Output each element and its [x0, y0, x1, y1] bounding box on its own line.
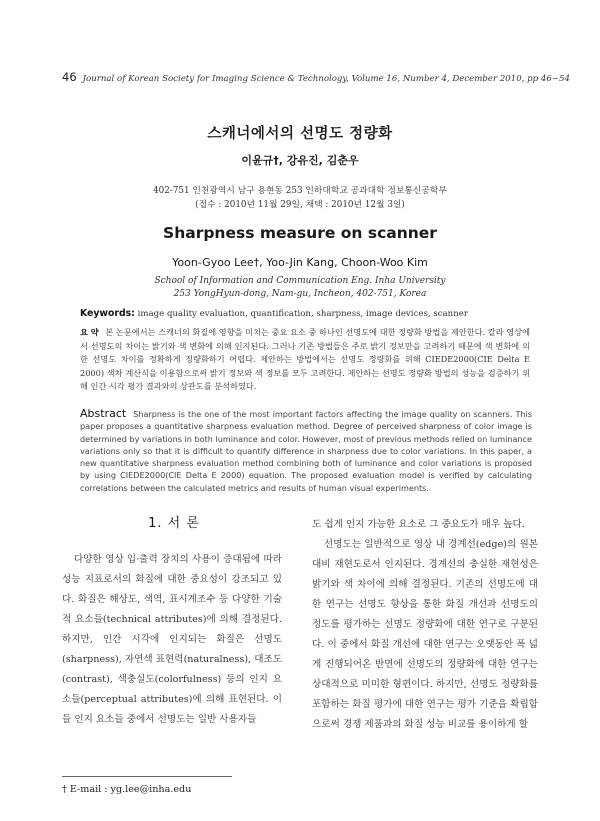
- keywords-text: image quality evaluation, quantification, sharpness, image devices, scanner: [137, 309, 468, 319]
- keywords-label: Keywords:: [80, 308, 135, 319]
- running-header: [62, 70, 570, 84]
- korean-dates: (접수 : 2010년 11월 29일, 채택 : 2010년 12월 3일): [195, 200, 405, 210]
- left-column: [62, 550, 282, 730]
- english-abstract: [80, 408, 532, 494]
- right-column-paragraph-2: 선명도는 일반적으로 영상 내 경계선(edge)의 원본 대비 재현도로서 인지된다. 경계선의 충실한 재현성은 밝기와 색 차이에 의해 결정된다. 기존의 선명도에 대한 연구는 선명도 향상을 통한 화질 개선과 선명도의 정도를 평가하는 선명도 정량화에 대한 연구로 구분된다. 이 중에서 화질 개선에 대한 연구는 오랫동안 폭 넓게 진행되어온 반면에 선명도의 정량화에 대한 연구는 상대적으로 미미한 형편이다. 하지만, 선명도 정량화를 포함하는 화질 평가에 대한 연구는 평가 기준을 확립함으로써 경쟁 제품과의 화질 성능 비교를 용이하게 할: [312, 539, 538, 730]
- korean-abstract-text: 본 논문에서는 스캐너의 화질에 영향을 미치는 중요 요소 중 하나인 선명도에 대한 정량화 방법을 제안한다. 칼라 영상에서 선명도의 차이는 밝기와 색 변화에 의해 인지된다. 그러나 기존 방법들은 주로 밝기 정보만을 고려하기 때문에 색 변화에 의한 선명도 차이를 정확하게 정량화하기 어렵다. 제안하는 방법에서는 선명도 정량화를 위해 CIEDE2000(CIE Delta E 2000) 색차 계산식을 이용함으로써 밝기 정보와 색 정보를 모두 고려한다. 제안하는 선명도 정량화 방법의 성능을 검증하기 위해 인간 시각 평가 결과와의 상관도를 분석하였다.: [80, 327, 530, 392]
- english-title: Sharpness measure on scanner: [163, 224, 437, 242]
- korean-abstract-label: 요 약: [80, 327, 99, 337]
- english-affiliation-2: 253 YongHyun-dong, Nam-gu, Incheon, 402-751, Korea: [173, 289, 427, 299]
- korean-abstract: [80, 326, 530, 394]
- korean-authors: 이윤규†, 강유진, 김춘우: [241, 154, 359, 167]
- korean-affiliation-block: [0, 184, 600, 212]
- right-column: [312, 515, 538, 735]
- page-number: 46: [62, 70, 77, 84]
- footnote-rule: [62, 776, 232, 777]
- abstract-text: Sharpness is the one of the most important factors affecting the image quality on scanners. This paper proposes a quantitative sharpness evaluation method. Degree of perceived sharpness of color image is determined by variations in both luminance and color. However, most of previous methods relied on luminance variations only so that it is difficult to quantify difference in sharpness due to color variations. In this paper, a new quantitative sharpness evaluation method combining both of luminance and color variations is proposed by using CIEDE2000(CIE Delta E 2000) equation. The proposed evaluation model is verified by calculating correlations between the calculated metrics and results of human visual experiments.: [80, 409, 532, 493]
- english-affiliation-1: School of Information and Communication Eng. Inha University: [154, 276, 446, 286]
- section-heading: 1. 서 론: [148, 516, 200, 531]
- keywords: [80, 308, 540, 319]
- abstract-label: Abstract: [80, 407, 127, 420]
- english-affiliation-block: [0, 275, 600, 301]
- korean-title: 스캐너에서의 선명도 정량화: [207, 126, 393, 142]
- left-column-paragraph: 다양한 영상 입·출력 장치의 사용이 증대됨에 따라 성능 지표로서의 화질에 대한 중요성이 강조되고 있다. 화질은 해상도, 색역, 표시계조수 등 다양한 기술적 요소들(technical attributes)에 의해 결정된다. 하지만, 인간 시각에 인지되는 화질은 선명도(sharpness), 자연색 표현력(naturalness), 대조도(contrast), 색충실도(colorfulness) 등의 인지 요소들(perceptual attributes)에 의해 표현된다. 이들 인지 요소들 중에서 선명도는 일반 사용자들: [62, 554, 282, 725]
- korean-affiliation: 402-751 인천광역시 남구 용현동 253 인하대학교 공과대학 정보통신공학부: [153, 186, 447, 196]
- journal-citation: Journal of Korean Society for Imaging Science & Technology, Volume 16, Number 4, December 2010, pp 46~54: [82, 74, 570, 84]
- english-authors: Yoon-Gyoo Lee†, Yoo-Jin Kang, Choon-Woo Kim: [172, 256, 428, 269]
- right-column-paragraph-1: 도 쉽게 인지 가능한 요소로 그 중요도가 매우 높다.: [312, 519, 525, 530]
- footnote: † E-mail : yg.lee@inha.edu: [62, 784, 192, 795]
